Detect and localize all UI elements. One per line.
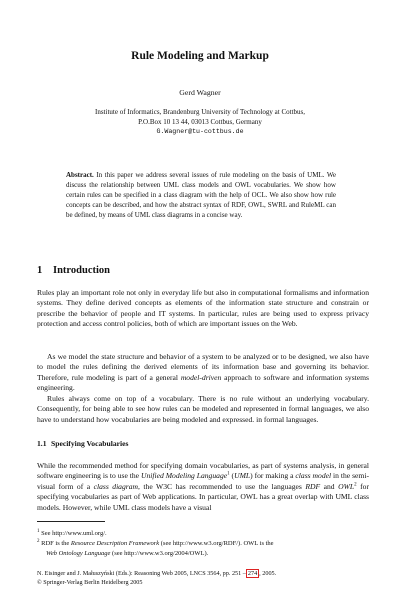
footnote-2 (37, 539, 377, 558)
citation-text: N. Eisinger and J. Małuszyński (Eds.): Reasoning Web 2005, LNCS 3564, pp. 251 – (37, 570, 246, 577)
paragraph-2 (37, 352, 369, 394)
footnote-1 (37, 529, 377, 539)
citation-line (37, 569, 369, 578)
owl-term: OWL (338, 481, 355, 491)
affiliation (0, 108, 400, 137)
footnote-2-text: RDF is the (41, 540, 71, 547)
subsection-number: 1.1 (37, 439, 47, 448)
paragraph-4-text: ( (229, 471, 235, 481)
subsection-title: Specifying Vocabularies (51, 439, 129, 448)
paragraph-2-part-b: approach to software and information systems engineering. (37, 372, 369, 393)
author-email: G.Wagner@tu-cottbus.de (156, 128, 244, 135)
paragraph-4-text: in the semi-visual form of a (37, 471, 369, 491)
footnote-1-text: See http://www.uml.org/. (41, 530, 107, 537)
paragraph-4-text: , the W3C has recommended to use the languages (138, 481, 306, 491)
abstract-label: Abstract. (66, 171, 94, 179)
class-model-term: class model (295, 471, 332, 481)
affiliation-line-1: Institute of Informatics, Brandenburg University of Technology at Cottbus, (95, 108, 305, 116)
section-number: 1 (37, 265, 43, 276)
footnote-ref-2: 2 (354, 482, 357, 488)
paragraph-4 (37, 461, 369, 513)
abstract (66, 170, 336, 220)
paragraph-2-emphasis: model-driven (180, 372, 222, 382)
paragraph-4-text: While the recommended method for specifying domain vocabularies, as part of systems analysis, in general software engineering is to use the (37, 461, 369, 481)
section-title: Introduction (53, 265, 110, 276)
footnote-divider (37, 521, 105, 522)
citation-text: , 2005. (259, 570, 277, 577)
footnote-ref-1: 1 (227, 471, 230, 477)
abstract-text: In this paper we address several issues of rule modeling on the basis of UML. We discuss the relationship between UML class models and OWL vocabularies. We show how certain rules can be specified in a class diagram with the help of OCL. We also show how rule concepts can be described, and how the abstract syntax of RDF, OWL, SWRL and RuleML can be defined, by means of UML class diagrams in a concise way. (66, 171, 337, 220)
page-number-link[interactable]: 274 (247, 570, 258, 577)
class-diagram-term: class diagram (93, 481, 139, 491)
rdf-fullname: Resource Description Framework (70, 540, 160, 547)
citation-block (37, 569, 369, 587)
author-name: Gerd Wagner (179, 88, 221, 97)
affiliation-line-2: P.O.Box 10 13 44, 03013 Cottbus, Germany (138, 117, 262, 126)
paper-title: Rule Modeling and Markup (131, 50, 269, 62)
paragraph-3: Rules always come on top of a vocabulary. There is no rule without an underlying vocabulary. Consequently, for being able to see how rules can be modeled and represented in formal languages, we also have to understand how vocabularies are being modeled and expressed. in formal languages. (37, 394, 369, 424)
paragraph-4-text: for specifying vocabularies as part of Web applications. In particular, OWL has a great overlap with UML class models. However, while UML class models have a visual (37, 481, 369, 512)
rdf-term: RDF (305, 481, 321, 491)
subsection-heading (37, 439, 128, 448)
paragraph-1: Rules play an important role not only in everyday life but also in computational formalisms and information systems. They define derived concepts as elements of the information state structure and constrain or prescribe the behavior of people and IT systems. In particular, rules are being used to express privacy protection and access control policies, both of which are important issues on the Web. (37, 288, 369, 329)
paragraph-2-part-a: As we model the state structure and behavior of a system to be analyzed or to be designed, we also have to model the rules defining the derived elements of its information base and governing its behavior. Therefore, rule modeling is part of a general (37, 352, 369, 382)
uml-term: Unified Modeling Language (140, 471, 228, 481)
paragraph-4-text: and (320, 481, 339, 491)
paragraph-4-text: ) for making a (250, 471, 296, 481)
footnote-1-number: 1 (37, 528, 40, 534)
owl-fullname: Web Ontology Language (46, 549, 111, 557)
uml-abbrev: UML (234, 471, 251, 481)
copyright-line: © Springer-Verlag Berlin Heidelberg 2005 (37, 579, 143, 586)
footnote-2-text: (see http://www.w3.org/RDF/). OWL is the (159, 540, 274, 547)
section-heading (37, 265, 110, 276)
footnote-2-number: 2 (37, 538, 40, 544)
footnote-2-text: (see http://www.w3.org/2004/OWL). (110, 549, 209, 557)
